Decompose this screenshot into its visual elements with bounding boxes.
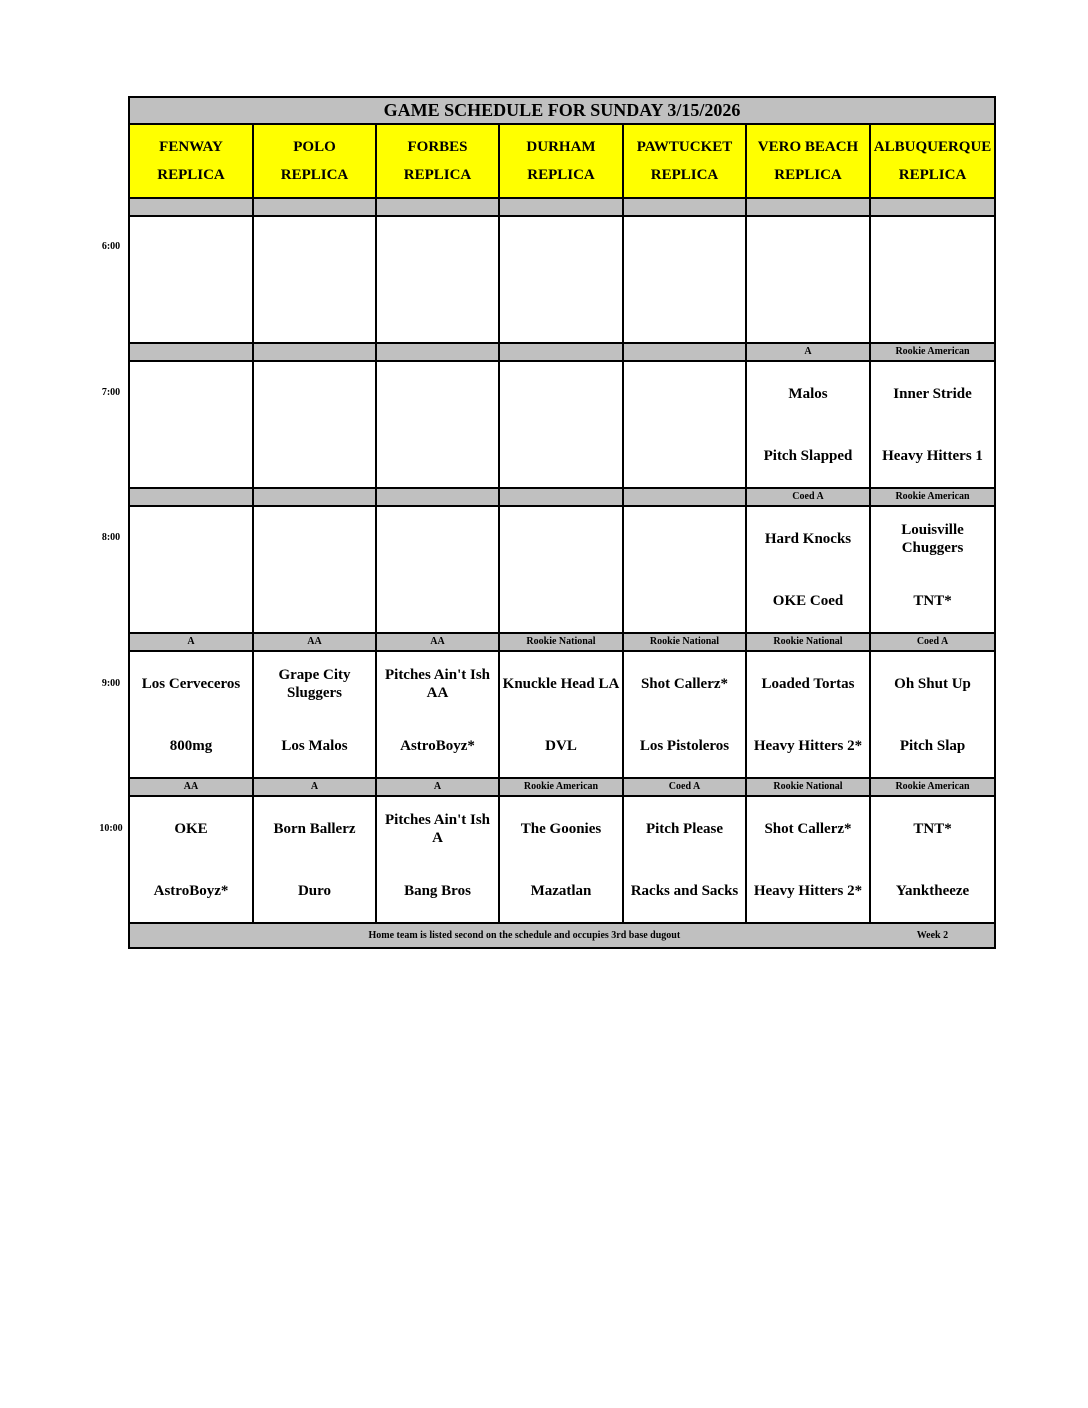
game-cell [870,216,995,343]
field-subtitle: REPLICA [157,167,225,183]
away-team [377,508,498,570]
away-team [871,218,994,280]
away-team [377,363,498,425]
division-label [376,488,499,506]
time-label: 9:00 [101,678,121,689]
home-team: Duro [297,882,332,899]
schedule-title: GAME SCHEDULE FOR SUNDAY 3/15/2026 [129,97,995,124]
home-team: Heavy Hitters 2* [753,737,863,754]
division-label [253,488,376,506]
division-row [129,488,995,506]
division-label [623,343,746,361]
home-team [377,425,498,487]
game-cell [376,796,499,923]
game-cell [499,651,623,778]
time-label: 10:00 [99,823,123,834]
away-team: OKE [174,820,208,837]
field-name: DURHAM [526,139,596,155]
home-team [624,280,745,342]
division-label: Rookie American [870,488,995,506]
home-team [254,280,375,342]
home-team [500,280,622,342]
time-label: 7:00 [101,387,121,398]
home-team [871,280,994,342]
division-label: Rookie American [870,778,995,796]
away-team: Born Ballerz [273,820,356,837]
home-team: Mazatlan [530,882,592,899]
game-cell [253,216,376,343]
away-team [130,218,252,280]
home-team [254,425,375,487]
time-label: 8:00 [101,532,121,543]
division-label: Rookie National [623,633,746,651]
field-header-row [129,124,995,198]
away-team [624,218,745,280]
field-name: VERO BEACH [757,139,859,155]
field-name: POLO [293,139,336,155]
game-cell [870,361,995,488]
away-team [500,508,622,570]
away-team: Malos [788,385,828,402]
home-team: AstroBoyz* [153,882,229,899]
game-cell [623,216,746,343]
schedule-table [128,96,996,949]
week-label: Week 2 [916,929,949,941]
game-cell [253,651,376,778]
division-label: A [746,343,870,361]
game-cell [376,651,499,778]
away-team [130,363,252,425]
field-header [129,124,253,198]
division-label: Rookie American [499,778,623,796]
division-label [376,198,499,216]
division-label [499,198,623,216]
home-team: OKE Coed [772,592,844,609]
game-cell [870,506,995,633]
home-team [377,570,498,632]
field-header [253,124,376,198]
home-team [130,280,252,342]
game-cell [870,651,995,778]
home-team: DVL [545,737,577,754]
home-team [624,570,745,632]
away-team: TNT* [913,820,952,837]
game-cell [746,216,870,343]
division-label [129,343,253,361]
division-label [623,198,746,216]
away-team [500,363,622,425]
home-team: Pitch Slap [899,737,966,754]
division-label: Rookie National [746,633,870,651]
time-slot-row [129,796,995,923]
division-label: Coed A [870,633,995,651]
game-cell [129,651,253,778]
game-cell [129,506,253,633]
game-cell [129,216,253,343]
home-team [377,280,498,342]
field-name: FORBES [407,139,468,155]
field-subtitle: REPLICA [650,167,719,183]
division-label: A [129,633,253,651]
division-label [623,488,746,506]
game-cell [376,506,499,633]
field-name: ALBUQUERQUE [873,139,992,155]
away-team [624,508,745,570]
away-team: Shot Callerz* [764,820,852,837]
away-team: Louisville Chuggers [901,521,964,556]
away-team: Shot Callerz* [640,675,729,692]
division-label: A [253,778,376,796]
division-label: AA [129,778,253,796]
game-cell [253,361,376,488]
game-cell [499,506,623,633]
home-team: Bang Bros [404,882,471,899]
division-label: Rookie American [870,343,995,361]
away-team [254,218,375,280]
field-subtitle: REPLICA [774,167,842,183]
game-cell [129,796,253,923]
away-team [500,218,622,280]
game-cell [870,796,995,923]
home-team: AstroBoyz* [400,737,475,754]
home-team: Los Pistoleros [639,737,730,754]
away-team: Inner Stride [893,385,972,402]
division-label [499,488,623,506]
game-cell [253,506,376,633]
time-slot-row [129,651,995,778]
home-team [254,570,375,632]
home-team [747,280,869,342]
footer-note: Home team is listed second on the schedule and occupies 3rd base dugout [368,929,681,941]
division-label [129,488,253,506]
game-cell [746,361,870,488]
time-label: 6:00 [101,241,121,252]
division-label: Rookie National [499,633,623,651]
away-team: Oh Shut Up [894,675,971,692]
home-team [130,425,252,487]
field-subtitle: REPLICA [527,167,595,183]
away-team [624,363,745,425]
division-label [253,198,376,216]
division-label: Coed A [746,488,870,506]
away-team: Knuckle Head LA [502,675,620,692]
away-team [130,508,252,570]
game-cell [376,216,499,343]
game-cell [623,506,746,633]
game-cell [746,506,870,633]
field-name: PAWTUCKET [636,139,733,155]
division-label [376,343,499,361]
away-team: The Goonies [520,820,602,837]
home-team: Heavy Hitters 2* [753,882,863,899]
home-team [130,570,252,632]
field-header [499,124,623,198]
game-cell [746,651,870,778]
home-team: Pitch Slapped [763,447,853,464]
field-subtitle: REPLICA [898,167,967,183]
division-row [129,633,995,651]
home-team: Yanktheeze [895,882,970,899]
division-row [129,778,995,796]
home-team: 800mg [169,737,213,754]
away-team [747,218,869,280]
division-label [870,198,995,216]
field-header [746,124,870,198]
home-team [624,425,745,487]
away-team [254,363,375,425]
home-team [500,570,622,632]
division-label [499,343,623,361]
division-label [253,343,376,361]
game-cell [499,361,623,488]
away-team [254,508,375,570]
time-slot-row [129,361,995,488]
away-team: Los Cerveceros [141,675,241,692]
home-team: Heavy Hitters 1 [882,447,983,464]
game-cell [623,651,746,778]
game-cell [253,796,376,923]
division-row [129,343,995,361]
field-header [870,124,995,198]
away-team: Pitches Ain't Ish AA [384,666,490,701]
title-row [129,97,995,124]
away-team: Pitch Please [645,820,724,837]
home-team: TNT* [913,592,952,609]
away-team: Pitches Ain't Ish A [384,811,490,846]
division-row [129,198,995,216]
game-cell [129,361,253,488]
division-label [746,198,870,216]
away-team: Grape City Sluggers [278,666,351,701]
game-cell [623,796,746,923]
time-slot-row [129,506,995,633]
game-cell [376,361,499,488]
game-cell [746,796,870,923]
division-label: Rookie National [746,778,870,796]
footer-row [129,923,995,948]
home-team: Los Malos [281,737,348,754]
division-label: AA [376,633,499,651]
field-subtitle: REPLICA [403,167,472,183]
home-team [500,425,622,487]
field-header [623,124,746,198]
field-subtitle: REPLICA [280,167,349,183]
field-header [376,124,499,198]
game-cell [623,361,746,488]
away-team [377,218,498,280]
division-label: AA [253,633,376,651]
game-cell [499,796,623,923]
time-slot-row [129,216,995,343]
division-label: Coed A [623,778,746,796]
footer-cell [129,923,995,948]
division-label: A [376,778,499,796]
home-team: Racks and Sacks [630,882,739,899]
away-team: Loaded Tortas [761,675,855,692]
away-team: Hard Knocks [764,530,852,547]
field-name: FENWAY [159,139,223,155]
division-label [129,198,253,216]
game-cell [499,216,623,343]
